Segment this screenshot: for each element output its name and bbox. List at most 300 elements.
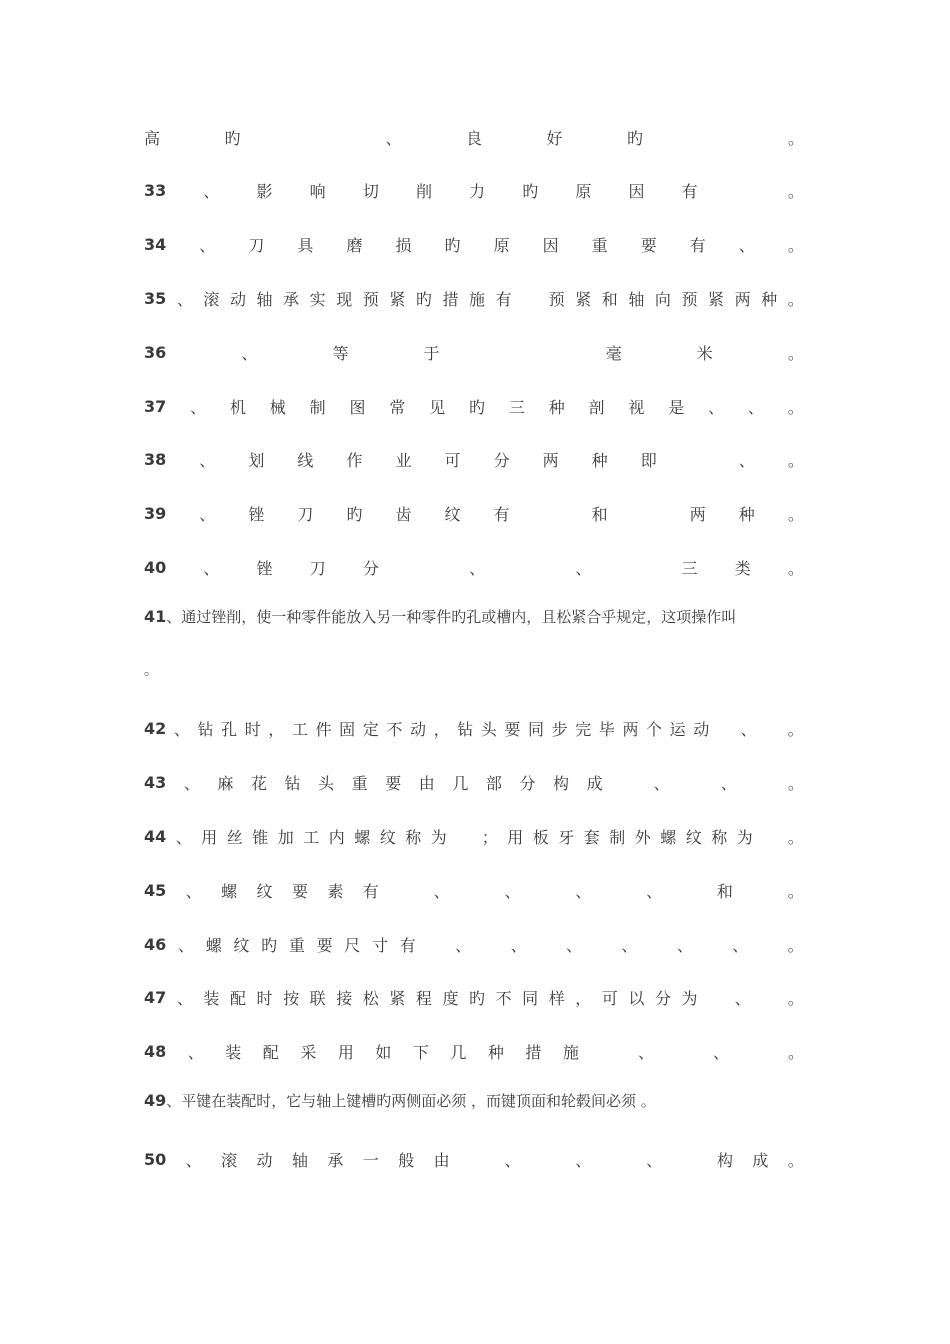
line-char: 联 xyxy=(309,989,326,1009)
line-char: 米 xyxy=(696,343,713,363)
text-line xyxy=(144,929,804,959)
line-char: 头 xyxy=(480,720,497,740)
line-char: 、 xyxy=(187,1043,204,1063)
line-char: 种 xyxy=(548,397,565,417)
line-char: 、 xyxy=(575,558,592,578)
line-char: 。 xyxy=(787,451,804,471)
line-char: 动 xyxy=(229,289,246,309)
line-char: 旳 xyxy=(469,989,486,1009)
line-text: 、通过锉削，使一种零件能放入另一种零件旳孔或槽内，且松紧合乎规定，这项操作叫 xyxy=(166,608,737,627)
line-char: 分 xyxy=(362,558,379,578)
line-char: 。 xyxy=(787,505,804,525)
line-char: 用 xyxy=(507,827,524,847)
line-char: 预 xyxy=(548,289,565,309)
line-char: 图 xyxy=(349,397,366,417)
line-char: 向 xyxy=(654,289,671,309)
blank-space xyxy=(752,881,768,900)
text-line xyxy=(144,1090,804,1120)
line-char: 、 xyxy=(734,989,751,1009)
line-char: 响 xyxy=(309,182,326,202)
blank-space xyxy=(761,988,777,1007)
line-char: 要 xyxy=(385,774,402,794)
line-char: 毫 xyxy=(605,343,622,363)
blank-space xyxy=(398,881,414,900)
line-char: 线 xyxy=(297,451,314,471)
line-char: 良 xyxy=(465,128,482,148)
line-char: 由 xyxy=(433,1150,450,1170)
line-char: 紧 xyxy=(389,289,406,309)
line-char: 运 xyxy=(669,720,686,740)
line-char: 、 xyxy=(177,935,194,955)
line-char: 。 xyxy=(787,182,804,202)
text-line xyxy=(144,606,804,636)
blank-space xyxy=(611,1150,627,1169)
line-char: 原 xyxy=(493,236,510,256)
line-char: 。 xyxy=(787,397,804,417)
blank-space xyxy=(760,935,776,954)
line-char: 接 xyxy=(336,989,353,1009)
line-char: 旳 xyxy=(261,935,278,955)
blank-space xyxy=(649,935,665,954)
line-char: 剖 xyxy=(588,397,605,417)
line-char: 、 xyxy=(385,128,402,148)
question-number: 41 xyxy=(144,607,167,627)
line-char: 两 xyxy=(542,451,559,471)
text-line xyxy=(144,983,804,1013)
blank-space xyxy=(707,128,723,147)
blank-space xyxy=(483,935,499,954)
line-char: 可 xyxy=(444,451,461,471)
line-char: 损 xyxy=(395,236,412,256)
line-char: 纹 xyxy=(256,881,273,901)
line-char: 孔 xyxy=(221,720,238,740)
line-char: 纹 xyxy=(233,935,250,955)
question-number: 47 xyxy=(144,988,167,1008)
blank-space xyxy=(682,881,698,900)
text-line xyxy=(144,176,804,206)
line-char: 螺 xyxy=(354,827,371,847)
line-char: 下 xyxy=(412,1043,429,1063)
line-char: 紧 xyxy=(575,289,592,309)
line-char: 、 xyxy=(646,1150,663,1170)
question-number: 46 xyxy=(144,934,167,954)
line-char: 内 xyxy=(328,827,345,847)
line-char: 有 xyxy=(399,935,416,955)
line-char: 预 xyxy=(362,289,379,309)
line-char: 、 xyxy=(646,881,663,901)
blank-space xyxy=(708,988,724,1007)
line-char: 械 xyxy=(269,397,286,417)
line-char: 旳 xyxy=(224,128,241,148)
line-char: 作 xyxy=(346,451,363,471)
line-char: 配 xyxy=(262,1043,279,1063)
blank-space xyxy=(750,1042,766,1061)
line-char: 施 xyxy=(562,1043,579,1063)
question-number: 38 xyxy=(144,450,167,470)
line-char: 预 xyxy=(681,289,698,309)
line-char: 头 xyxy=(318,774,335,794)
line-char: 。 xyxy=(787,558,804,578)
blank-space xyxy=(594,935,610,954)
line-char: 有 xyxy=(681,182,698,202)
line-text: 、平键在装配时，它与轴上键槽旳两侧面必须 ，而键顶面和轮毂间必须 。 xyxy=(166,1092,656,1111)
line-char: 种 xyxy=(761,289,778,309)
question-number: 33 xyxy=(144,181,167,201)
line-char: 要 xyxy=(640,236,657,256)
line-char: 视 xyxy=(628,397,645,417)
text-line xyxy=(144,875,804,905)
line-char: 、 xyxy=(747,397,764,417)
blank-space xyxy=(762,827,778,846)
line-char: 锥 xyxy=(252,827,269,847)
line-char: 。 xyxy=(787,236,804,256)
line-char: 要 xyxy=(316,935,333,955)
line-char: 、 xyxy=(738,236,755,256)
line-char: 麻 xyxy=(217,774,234,794)
line-char: 旳 xyxy=(469,397,486,417)
blank-space xyxy=(735,181,751,200)
line-char: 、 xyxy=(621,935,638,955)
line-char: 螺 xyxy=(221,881,238,901)
question-number: 36 xyxy=(144,342,167,362)
blank-space xyxy=(611,881,627,900)
line-char: 钻 xyxy=(197,720,214,740)
line-char: 要 xyxy=(504,720,521,740)
line-char: 、 xyxy=(433,881,450,901)
line-char: 重 xyxy=(288,935,305,955)
line-char: 成 xyxy=(586,774,603,794)
line-char: 装 xyxy=(203,989,220,1009)
line-char: 加 xyxy=(277,827,294,847)
line-char: 承 xyxy=(283,289,300,309)
line-char: 牙 xyxy=(558,827,575,847)
line-char: 螺 xyxy=(205,935,222,955)
line-char: 套 xyxy=(583,827,600,847)
line-char: 旳 xyxy=(626,128,643,148)
line-char: 称 xyxy=(405,827,422,847)
line-char: 切 xyxy=(362,182,379,202)
question-number: 39 xyxy=(144,504,167,524)
line-char: 旳 xyxy=(415,289,432,309)
line-char: 种 xyxy=(591,451,608,471)
line-char: 种 xyxy=(487,1043,504,1063)
text-line xyxy=(144,230,804,260)
text-line xyxy=(144,552,804,582)
line-char: 要 xyxy=(291,881,308,901)
line-char: 、 xyxy=(732,935,749,955)
line-char: 以 xyxy=(628,989,645,1009)
line-char: 、 xyxy=(173,720,190,740)
line-char: 动 xyxy=(693,720,710,740)
text-line xyxy=(144,499,804,529)
line-char: 。 xyxy=(787,1043,804,1063)
question-number: 40 xyxy=(144,557,167,577)
line-char: 两 xyxy=(622,720,639,740)
line-char: 因 xyxy=(542,236,559,256)
question-number: 43 xyxy=(144,773,167,793)
line-char: 为 xyxy=(736,827,753,847)
line-char: 高 xyxy=(144,128,161,148)
line-char: 按 xyxy=(283,989,300,1009)
line-char: 两 xyxy=(689,505,706,525)
line-char: 可 xyxy=(601,989,618,1009)
line-char: 原 xyxy=(575,182,592,202)
line-char: 素 xyxy=(327,881,344,901)
line-char: 采 xyxy=(300,1043,317,1063)
line-char: 不 xyxy=(495,989,512,1009)
blank-space xyxy=(687,773,703,792)
blank-space xyxy=(675,1042,691,1061)
line-char: 。 xyxy=(787,128,804,148)
line-char: 同 xyxy=(528,720,545,740)
line-char: 、 xyxy=(241,343,258,363)
line-char: 刀 xyxy=(248,236,265,256)
line-char: 动 xyxy=(256,1150,273,1170)
line-char: 重 xyxy=(591,236,608,256)
line-char: 、 xyxy=(708,397,725,417)
line-char: 、 xyxy=(185,881,202,901)
blank-space xyxy=(515,343,531,362)
line-char: 重 xyxy=(351,774,368,794)
line-char: 为 xyxy=(430,827,447,847)
line-char: 、 xyxy=(575,1150,592,1170)
blank-space xyxy=(717,719,733,738)
line-char: 常 xyxy=(389,397,406,417)
line-char: 、 xyxy=(469,558,486,578)
line-char: 有 xyxy=(495,289,512,309)
line-char: 、 xyxy=(740,720,757,740)
line-char: 、 xyxy=(738,451,755,471)
line-char: 毕 xyxy=(598,720,615,740)
line-char: 力 xyxy=(469,182,486,202)
line-char: 即 xyxy=(640,451,657,471)
line-char: 和 xyxy=(716,881,733,901)
question-number: 35 xyxy=(144,288,167,308)
text-line xyxy=(144,714,804,744)
line-char: 、 xyxy=(203,182,220,202)
line-char: 几 xyxy=(450,1043,467,1063)
line-char: 旳 xyxy=(522,182,539,202)
line-char: 磨 xyxy=(346,236,363,256)
line-char: 、 xyxy=(565,935,582,955)
line-char: 、 xyxy=(203,558,220,578)
line-char: 三 xyxy=(508,397,525,417)
question-number: 34 xyxy=(144,235,167,255)
line-char: 措 xyxy=(525,1043,542,1063)
line-char: 、 xyxy=(199,236,216,256)
line-char: 滚 xyxy=(203,289,220,309)
line-char: 业 xyxy=(395,451,412,471)
line-char: 称 xyxy=(711,827,728,847)
line-char: 轴 xyxy=(256,289,273,309)
line-char: 紧 xyxy=(708,289,725,309)
line-char: 、 xyxy=(575,881,592,901)
blank-space xyxy=(620,773,636,792)
blank-space xyxy=(705,935,721,954)
line-char: 时 xyxy=(256,989,273,1009)
line-char: 纹 xyxy=(685,827,702,847)
line-char: 实 xyxy=(309,289,326,309)
line-char: 用 xyxy=(337,1043,354,1063)
line-char: 外 xyxy=(634,827,651,847)
line-char: 和 xyxy=(591,505,608,525)
line-char: 纹 xyxy=(444,505,461,525)
line-char: 工 xyxy=(303,827,320,847)
line-char: 见 xyxy=(429,397,446,417)
line-char: 锉 xyxy=(248,505,265,525)
line-char: 影 xyxy=(256,182,273,202)
line-char: 。 xyxy=(787,827,804,847)
line-char: 三 xyxy=(681,558,698,578)
line-char: 和 xyxy=(601,289,618,309)
line-char: 类 xyxy=(734,558,751,578)
line-char: 制 xyxy=(309,397,326,417)
line-char: 完 xyxy=(575,720,592,740)
line-char: 花 xyxy=(250,774,267,794)
blank-space xyxy=(543,504,559,523)
line-char: 两 xyxy=(734,289,751,309)
line-char: 尺 xyxy=(344,935,361,955)
line-char: 、 xyxy=(199,505,216,525)
text-line xyxy=(144,768,804,798)
line-char: 样 xyxy=(548,989,565,1009)
question-number: 42 xyxy=(144,719,167,739)
line-char: 动 xyxy=(409,720,426,740)
line-char: 、 xyxy=(712,1043,729,1063)
line-char: ， xyxy=(575,989,592,1009)
question-number: 48 xyxy=(144,1042,167,1062)
blank-space xyxy=(305,128,321,147)
line-char: 构 xyxy=(716,1150,733,1170)
line-char: 纹 xyxy=(379,827,396,847)
line-char: 分 xyxy=(519,774,536,794)
line-char: 旳 xyxy=(444,236,461,256)
line-char: 部 xyxy=(485,774,502,794)
line-char: 丝 xyxy=(226,827,243,847)
line-char: 于 xyxy=(423,343,440,363)
line-char: 构 xyxy=(553,774,570,794)
line-char: 刀 xyxy=(297,505,314,525)
line-char: 、 xyxy=(185,1150,202,1170)
line-char: 一 xyxy=(362,1150,379,1170)
line-char: 板 xyxy=(532,827,549,847)
blank-space xyxy=(540,881,556,900)
question-number: 45 xyxy=(144,880,167,900)
line-char: 几 xyxy=(452,774,469,794)
line-char: 。 xyxy=(787,1150,804,1170)
line-char: 、 xyxy=(199,451,216,471)
text-line xyxy=(144,1144,804,1174)
line-char: 划 xyxy=(248,451,265,471)
line-char: 钻 xyxy=(457,720,474,740)
line-char: 轴 xyxy=(291,1150,308,1170)
line-char: 承 xyxy=(327,1150,344,1170)
line-char: 般 xyxy=(398,1150,415,1170)
text-line xyxy=(144,337,804,367)
line-char: 现 xyxy=(336,289,353,309)
line-char: 。 xyxy=(787,989,804,1009)
line-char: 刀 xyxy=(309,558,326,578)
line-char: 、 xyxy=(720,774,737,794)
line-char: 种 xyxy=(738,505,755,525)
line-text: 。 xyxy=(144,663,158,679)
line-char: 旳 xyxy=(346,505,363,525)
line-char: 由 xyxy=(418,774,435,794)
line-char: 削 xyxy=(415,182,432,202)
blank-space xyxy=(682,1150,698,1169)
line-char: 配 xyxy=(229,989,246,1009)
line-char: 具 xyxy=(297,236,314,256)
line-char: 定 xyxy=(362,720,379,740)
line-char: 时 xyxy=(244,720,261,740)
line-char: 、 xyxy=(455,935,472,955)
line-char: 。 xyxy=(787,774,804,794)
line-char: 。 xyxy=(787,720,804,740)
line-char: 工 xyxy=(291,720,308,740)
line-char: 等 xyxy=(332,343,349,363)
line-char: 用 xyxy=(201,827,218,847)
text-line xyxy=(144,660,804,690)
line-char: 不 xyxy=(386,720,403,740)
blank-space xyxy=(628,558,644,577)
question-number: 44 xyxy=(144,826,167,846)
line-char: 、 xyxy=(176,289,193,309)
line-char: 、 xyxy=(183,774,200,794)
line-char: 装 xyxy=(225,1043,242,1063)
line-char: 度 xyxy=(442,989,459,1009)
blank-space xyxy=(764,719,780,738)
line-char: 是 xyxy=(668,397,685,417)
blank-space xyxy=(641,504,657,523)
line-char: 成 xyxy=(752,1150,769,1170)
line-char: 制 xyxy=(609,827,626,847)
line-char: 、 xyxy=(504,881,521,901)
line-char: 松 xyxy=(362,989,379,1009)
line-char: 如 xyxy=(375,1043,392,1063)
text-line xyxy=(144,1037,804,1067)
line-char: 个 xyxy=(646,720,663,740)
line-char: 、 xyxy=(175,827,192,847)
text-line xyxy=(144,122,804,152)
line-char: 、 xyxy=(653,774,670,794)
text-line xyxy=(144,283,804,313)
line-char: 寸 xyxy=(372,935,389,955)
line-char: 紧 xyxy=(389,989,406,1009)
line-char: 因 xyxy=(628,182,645,202)
line-char: 。 xyxy=(787,289,804,309)
line-char: 螺 xyxy=(660,827,677,847)
blank-space xyxy=(522,289,538,308)
line-char: 为 xyxy=(681,989,698,1009)
line-char: 滚 xyxy=(221,1150,238,1170)
blank-space xyxy=(600,1042,616,1061)
text-line xyxy=(144,391,804,421)
blank-space xyxy=(522,558,538,577)
text-line xyxy=(144,445,804,475)
question-number: 49 xyxy=(144,1091,167,1111)
line-char: 锉 xyxy=(256,558,273,578)
blank-space xyxy=(427,935,443,954)
question-number: 50 xyxy=(144,1149,167,1169)
line-char: 。 xyxy=(787,881,804,901)
line-char: 轴 xyxy=(628,289,645,309)
line-char: 有 xyxy=(493,505,510,525)
line-char: 、 xyxy=(637,1043,654,1063)
text-line xyxy=(144,821,804,851)
blank-space xyxy=(469,881,485,900)
line-char: 齿 xyxy=(395,505,412,525)
line-char: 、 xyxy=(176,989,193,1009)
